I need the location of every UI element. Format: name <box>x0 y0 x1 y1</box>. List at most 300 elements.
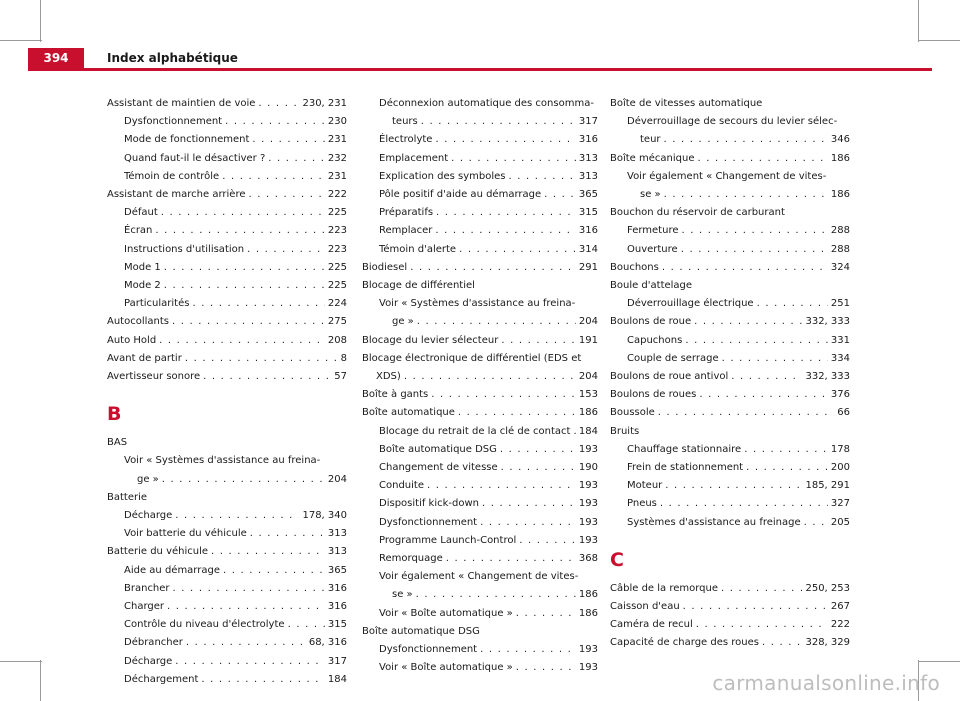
index-heading: Voir également « Changement de vites- <box>627 170 827 182</box>
index-entry-label: Conduite <box>379 480 424 492</box>
page-title: Index alphabétique <box>107 51 238 65</box>
index-column-1 <box>107 95 347 689</box>
index-entry <box>362 204 598 222</box>
index-heading: Blocage de différentiel <box>362 280 475 292</box>
index-entry-label: Remorquage <box>379 553 443 565</box>
index-entry-page: 346 <box>830 134 850 146</box>
index-entry-page: 315 <box>327 619 347 631</box>
index-entry <box>107 241 347 259</box>
dot-leader <box>665 477 802 495</box>
index-entry-page: 288 <box>830 225 850 237</box>
index-entry-page: 222 <box>830 619 850 631</box>
index-entry <box>362 332 598 350</box>
dot-leader <box>544 186 576 204</box>
index-entry <box>610 131 850 149</box>
dot-leader <box>480 514 576 532</box>
index-entry-page: 186 <box>578 607 598 619</box>
dot-leader <box>744 441 828 459</box>
index-entry <box>107 295 347 313</box>
index-heading: Boule d'attelage <box>610 280 693 292</box>
index-entry-page: 224 <box>327 298 347 310</box>
page-number: 394 <box>43 51 69 65</box>
index-entry <box>610 616 850 634</box>
index-entry-page: 332, 333 <box>805 371 850 383</box>
dot-leader <box>175 653 325 671</box>
index-entry <box>362 404 598 422</box>
index-entry-label: Débrancher <box>124 637 183 649</box>
index-column-3 <box>610 95 850 653</box>
index-entry-page: 223 <box>327 243 347 255</box>
index-entry-label: Autocollants <box>107 316 169 328</box>
index-entry-page: 365 <box>327 564 347 576</box>
index-entry-label: Avant de partir <box>107 352 182 364</box>
index-entry <box>362 586 598 604</box>
dot-leader <box>501 332 576 350</box>
index-entry-label: Boulons de roue <box>610 316 692 328</box>
index-entry-page: 193 <box>578 662 598 674</box>
index-entry <box>107 168 347 186</box>
index-entry-page: 313 <box>578 152 598 164</box>
index-entry-page: 317 <box>578 116 598 128</box>
index-entry-label: Avertisseur sonore <box>107 371 201 383</box>
index-entry-label: Batterie du véhicule <box>107 546 209 558</box>
index-entry-label: Voir « Boîte automatique » <box>379 607 513 619</box>
index-entry <box>107 525 347 543</box>
index-entry-label: Frein de stationnement <box>627 462 744 474</box>
header-divider <box>28 68 932 71</box>
index-entry <box>107 598 347 616</box>
index-entry-page: 186 <box>830 152 850 164</box>
index-entry-label: Préparatifs <box>379 207 434 219</box>
index-entry-page: 376 <box>830 389 850 401</box>
index-heading: BAS <box>107 437 128 449</box>
index-entry <box>610 241 850 259</box>
index-entry-label: Capacité de charge des roues <box>610 637 759 649</box>
index-entry-label: Câble de la remorque <box>610 582 719 594</box>
index-entry-label: Charger <box>124 601 164 613</box>
index-entry-label: Remplacer <box>379 225 433 237</box>
index-entry-label: Témoin d'alerte <box>379 243 457 255</box>
index-entry-label: Quand faut-il le désactiver ? <box>124 152 266 164</box>
index-entry-label: Systèmes d'assistance au freinage <box>627 516 801 528</box>
index-entry <box>107 131 347 149</box>
index-entry <box>610 386 850 404</box>
index-entry-label: Boîte automatique DSG <box>379 443 497 455</box>
index-entry-label: Mode de fonctionnement <box>124 134 250 146</box>
index-entry-label: Auto Hold <box>107 334 157 346</box>
index-entry-label: Bouchons <box>610 261 659 273</box>
index-entry <box>610 514 850 532</box>
dot-leader <box>746 459 828 477</box>
index-entry <box>107 616 347 634</box>
dot-leader <box>459 241 576 259</box>
index-entry <box>362 441 598 459</box>
index-entry-page: 267 <box>830 601 850 613</box>
index-entry-label: Aide au démarrage <box>124 564 220 576</box>
dot-leader <box>436 204 576 222</box>
index-entry-page: 313 <box>327 528 347 540</box>
index-entry-label: Pneus <box>627 498 657 510</box>
index-entry-label: Dysfonctionnement <box>124 116 223 128</box>
dot-leader <box>288 616 325 634</box>
dot-leader <box>435 131 575 149</box>
index-entry-label: Changement de vitesse <box>379 462 498 474</box>
watermark: carmanualsonline.info <box>712 671 940 695</box>
dot-leader <box>404 368 576 386</box>
index-heading: Voir « Systèmes d'assistance au freina- <box>124 455 321 467</box>
index-entry-page: 186 <box>578 589 598 601</box>
index-heading: Blocage électronique de différentiel (EDS et <box>362 352 582 364</box>
index-entry <box>362 241 598 259</box>
index-entry-label: Couple de serrage <box>627 352 719 364</box>
index-entry <box>610 634 850 652</box>
dot-leader <box>451 150 576 168</box>
index-entry-label: Écran <box>124 225 153 237</box>
index-entry-page: 328, 329 <box>805 637 850 649</box>
index-entry <box>362 368 598 386</box>
index-heading: Déverrouillage de secours du levier sélec- <box>627 116 838 128</box>
index-entry-label: Caméra de recul <box>610 619 693 631</box>
index-entry <box>362 532 598 550</box>
crop-mark <box>40 660 41 701</box>
index-entry <box>107 562 347 580</box>
index-entry-page: 225 <box>327 280 347 292</box>
crop-mark <box>0 661 42 662</box>
dot-leader <box>694 313 802 331</box>
index-entry <box>610 459 850 477</box>
index-entry-label: Brancher <box>124 582 170 594</box>
dot-leader <box>757 295 828 313</box>
index-entry-label: Capuchons <box>627 334 683 346</box>
index-letter-heading: B <box>107 403 122 426</box>
index-entry-page: 275 <box>327 316 347 328</box>
index-entry-page: 317 <box>327 655 347 667</box>
index-entry-label: Blocage du levier sélecteur <box>362 334 499 346</box>
index-entry <box>362 259 598 277</box>
dot-leader <box>164 259 325 277</box>
index-entry-page: 208 <box>327 334 347 346</box>
index-entry <box>610 295 850 313</box>
dot-leader <box>658 404 834 422</box>
index-entry-page: 316 <box>327 601 347 613</box>
index-entry-label: Assistant de maintien de voie <box>107 98 256 109</box>
index-entry-label: Électrolyte <box>379 134 433 146</box>
index-entry-label: Chauffage stationnaire <box>627 443 742 455</box>
index-entry-page: 178, 340 <box>302 510 347 522</box>
dot-leader <box>804 514 828 532</box>
index-entry-page: 316 <box>327 582 347 594</box>
dot-leader <box>155 222 325 240</box>
index-entry-label: Boîte mécanique <box>610 152 695 164</box>
index-entry <box>362 150 598 168</box>
crop-mark <box>918 661 960 662</box>
dot-leader <box>500 441 576 459</box>
index-entry <box>107 507 347 525</box>
dot-leader <box>762 634 802 652</box>
index-entry <box>107 368 347 386</box>
index-entry-page: 313 <box>578 170 598 182</box>
dot-leader <box>458 404 576 422</box>
index-entry-page: 66 <box>837 407 850 419</box>
index-heading: Bruits <box>610 425 640 437</box>
index-entry-label: Emplacement <box>379 152 449 164</box>
dot-leader <box>268 150 325 168</box>
index-entry-label: Déchargement <box>124 673 199 685</box>
index-heading: Déconnexion automatique des consomma- <box>379 98 594 109</box>
index-entry-label: Ouverture <box>627 243 678 255</box>
dot-leader <box>247 241 325 259</box>
index-entry-label: XDS) <box>376 371 401 383</box>
index-entry-page: 334 <box>830 352 850 364</box>
index-entry <box>107 471 347 489</box>
index-entry-page: 225 <box>327 207 347 219</box>
index-entry <box>610 495 850 513</box>
index-entry-page: 251 <box>830 298 850 310</box>
index-entry-page: 231 <box>327 134 347 146</box>
dot-leader <box>731 368 802 386</box>
dot-leader <box>211 543 325 561</box>
index-entry-page: 327 <box>830 498 850 510</box>
index-entry-page: 200 <box>830 462 850 474</box>
dot-leader <box>185 350 338 368</box>
dot-leader <box>222 168 325 186</box>
index-entry <box>107 543 347 561</box>
index-entry-page: 184 <box>578 425 598 437</box>
dot-leader <box>519 532 576 550</box>
index-entry <box>362 659 598 677</box>
index-entry-page: 204 <box>327 473 347 485</box>
index-entry-label: Biodiesel <box>362 261 408 273</box>
index-entry-label: Boussole <box>610 407 655 419</box>
index-entry-label: Voir batterie du véhicule <box>124 528 247 540</box>
index-heading: Voir « Systèmes d'assistance au freina- <box>379 298 576 310</box>
index-entry-label: se » <box>392 589 413 601</box>
dot-leader <box>410 259 576 277</box>
index-entry <box>362 459 598 477</box>
index-entry-label: Mode 1 <box>124 261 161 273</box>
dot-leader <box>683 598 828 616</box>
dot-leader <box>721 580 802 598</box>
index-entry <box>610 222 850 240</box>
index-entry <box>362 605 598 623</box>
index-entry-page: 205 <box>830 516 850 528</box>
index-entry-label: Particularités <box>124 298 190 310</box>
crop-mark <box>40 0 41 42</box>
index-entry <box>362 222 598 240</box>
dot-leader <box>699 386 828 404</box>
index-entry-page: 153 <box>578 389 598 401</box>
dot-leader <box>172 313 325 331</box>
index-entry-page: 231 <box>327 170 347 182</box>
index-entry-page: 57 <box>334 371 347 383</box>
index-entry-label: Boulons de roues <box>610 389 697 401</box>
index-heading: Batterie <box>107 491 148 503</box>
index-entry-page: 193 <box>578 498 598 510</box>
dot-leader <box>223 562 325 580</box>
index-entry-page: 193 <box>578 443 598 455</box>
index-entry <box>610 332 850 350</box>
index-entry-label: Décharge <box>124 510 173 522</box>
index-entry-label: Dispositif kick-down <box>379 498 479 510</box>
index-entry-page: 222 <box>327 189 347 201</box>
index-entry-page: 204 <box>578 316 598 328</box>
index-entry <box>107 634 347 652</box>
index-heading: Boîte de vitesses automatique <box>610 98 763 109</box>
index-entry <box>107 332 347 350</box>
index-entry <box>362 386 598 404</box>
index-entry <box>362 131 598 149</box>
index-entry <box>362 550 598 568</box>
index-entry-page: 193 <box>578 644 598 656</box>
index-entry-label: Boulons de roue antivol <box>610 371 729 383</box>
dot-leader <box>480 641 576 659</box>
index-entry-page: 186 <box>830 189 850 201</box>
index-entry-label: Dysfonctionnement <box>379 516 478 528</box>
dot-leader <box>161 204 325 222</box>
dot-leader <box>173 580 325 598</box>
index-entry <box>107 204 347 222</box>
index-entry-page: 232 <box>327 152 347 164</box>
index-entry <box>362 423 598 441</box>
dot-leader <box>446 550 576 568</box>
index-entry <box>107 259 347 277</box>
dot-leader <box>162 471 325 489</box>
dot-leader <box>175 507 299 525</box>
index-heading: Voir également « Changement de vites- <box>379 571 579 583</box>
dot-leader <box>662 259 828 277</box>
index-entry-label: Programme Launch-Control <box>379 534 517 546</box>
dot-leader <box>682 222 828 240</box>
dot-leader <box>501 459 576 477</box>
dot-leader <box>417 313 576 331</box>
index-entry <box>610 580 850 598</box>
index-entry <box>362 113 598 131</box>
index-entry-page: 324 <box>830 261 850 273</box>
index-entry-label: Caisson d'eau <box>610 601 680 613</box>
index-entry-page: 315 <box>578 207 598 219</box>
index-entry-label: Boîte automatique <box>362 407 455 419</box>
dot-leader <box>249 186 325 204</box>
index-entry-page: 316 <box>578 225 598 237</box>
dot-leader <box>435 222 575 240</box>
index-entry-label: Témoin de contrôle <box>124 170 220 182</box>
index-entry-label: Assistant de marche arrière <box>107 189 246 201</box>
dot-leader <box>696 616 828 634</box>
index-entry <box>362 477 598 495</box>
index-entry <box>362 313 598 331</box>
dot-leader <box>225 113 325 131</box>
dot-leader <box>697 150 827 168</box>
index-entry <box>107 113 347 131</box>
index-entry-page: 313 <box>327 546 347 558</box>
index-entry <box>610 368 850 386</box>
index-entry-page: 368 <box>578 553 598 565</box>
index-entry <box>610 404 850 422</box>
index-entry-label: Blocage du retrait de la clé de contact <box>379 425 571 437</box>
index-column-2 <box>362 95 598 678</box>
dot-leader <box>660 495 828 513</box>
index-entry-page: 178 <box>830 443 850 455</box>
index-entry <box>107 277 347 295</box>
index-entry <box>610 259 850 277</box>
index-entry-label: Fermeture <box>627 225 679 237</box>
index-entry-label: Décharge <box>124 655 173 667</box>
index-entry-page: 186 <box>578 407 598 419</box>
index-entry-page: 193 <box>578 480 598 492</box>
dot-leader <box>192 295 324 313</box>
index-heading: Bouchon du réservoir de carburant <box>610 207 785 219</box>
index-entry-label: Contrôle du niveau d'électrolyte <box>124 619 285 631</box>
index-entry <box>610 350 850 368</box>
index-entry-page: 184 <box>327 673 347 685</box>
dot-leader <box>516 659 576 677</box>
index-entry <box>610 150 850 168</box>
index-entry-page: 190 <box>578 462 598 474</box>
index-heading: Boîte automatique DSG <box>362 625 480 637</box>
index-entry-page: 332, 333 <box>805 316 850 328</box>
index-entry-page: 223 <box>327 225 347 237</box>
index-entry-page: 225 <box>327 261 347 273</box>
index-entry <box>107 671 347 689</box>
index-entry-page: 250, 253 <box>805 582 850 594</box>
index-letter-heading: C <box>610 548 624 571</box>
index-entry-page: 230 <box>327 116 347 128</box>
index-entry <box>610 441 850 459</box>
dot-leader <box>427 477 576 495</box>
dot-leader <box>203 368 331 386</box>
index-entry-label: Instructions d'utilisation <box>124 243 245 255</box>
dot-leader <box>681 241 828 259</box>
index-entry-label: Mode 2 <box>124 280 161 292</box>
index-entry <box>107 313 347 331</box>
dot-leader <box>516 605 576 623</box>
index-entry-label: Moteur <box>627 480 663 492</box>
dot-leader <box>167 598 325 616</box>
index-entry-label: teur <box>640 134 661 146</box>
crop-mark <box>918 40 960 41</box>
dot-leader <box>664 186 828 204</box>
index-entry-page: 8 <box>340 352 347 364</box>
index-entry-page: 68, 316 <box>308 637 347 649</box>
index-entry <box>610 313 850 331</box>
index-entry-page: 365 <box>578 189 598 201</box>
index-entry-label: ge » <box>137 473 159 485</box>
index-entry-page: 193 <box>578 516 598 528</box>
dot-leader <box>258 95 299 113</box>
index-entry-page: 316 <box>578 134 598 146</box>
index-entry-page: 314 <box>578 243 598 255</box>
index-entry <box>610 598 850 616</box>
index-entry-page: 288 <box>830 243 850 255</box>
index-entry <box>362 186 598 204</box>
index-entry-label: Pôle positif d'aide au démarrage <box>379 189 542 201</box>
dot-leader <box>201 671 325 689</box>
dot-leader <box>722 350 828 368</box>
index-entry <box>107 150 347 168</box>
dot-leader <box>186 634 306 652</box>
index-entry <box>362 514 598 532</box>
index-entry <box>107 350 347 368</box>
dot-leader <box>159 332 325 350</box>
index-entry <box>107 653 347 671</box>
index-entry-label: ge » <box>392 316 414 328</box>
crop-mark <box>918 0 919 42</box>
index-entry <box>610 186 850 204</box>
dot-leader <box>664 131 828 149</box>
dot-leader <box>431 386 576 404</box>
index-entry-label: teurs <box>392 116 418 128</box>
index-entry <box>107 95 347 113</box>
